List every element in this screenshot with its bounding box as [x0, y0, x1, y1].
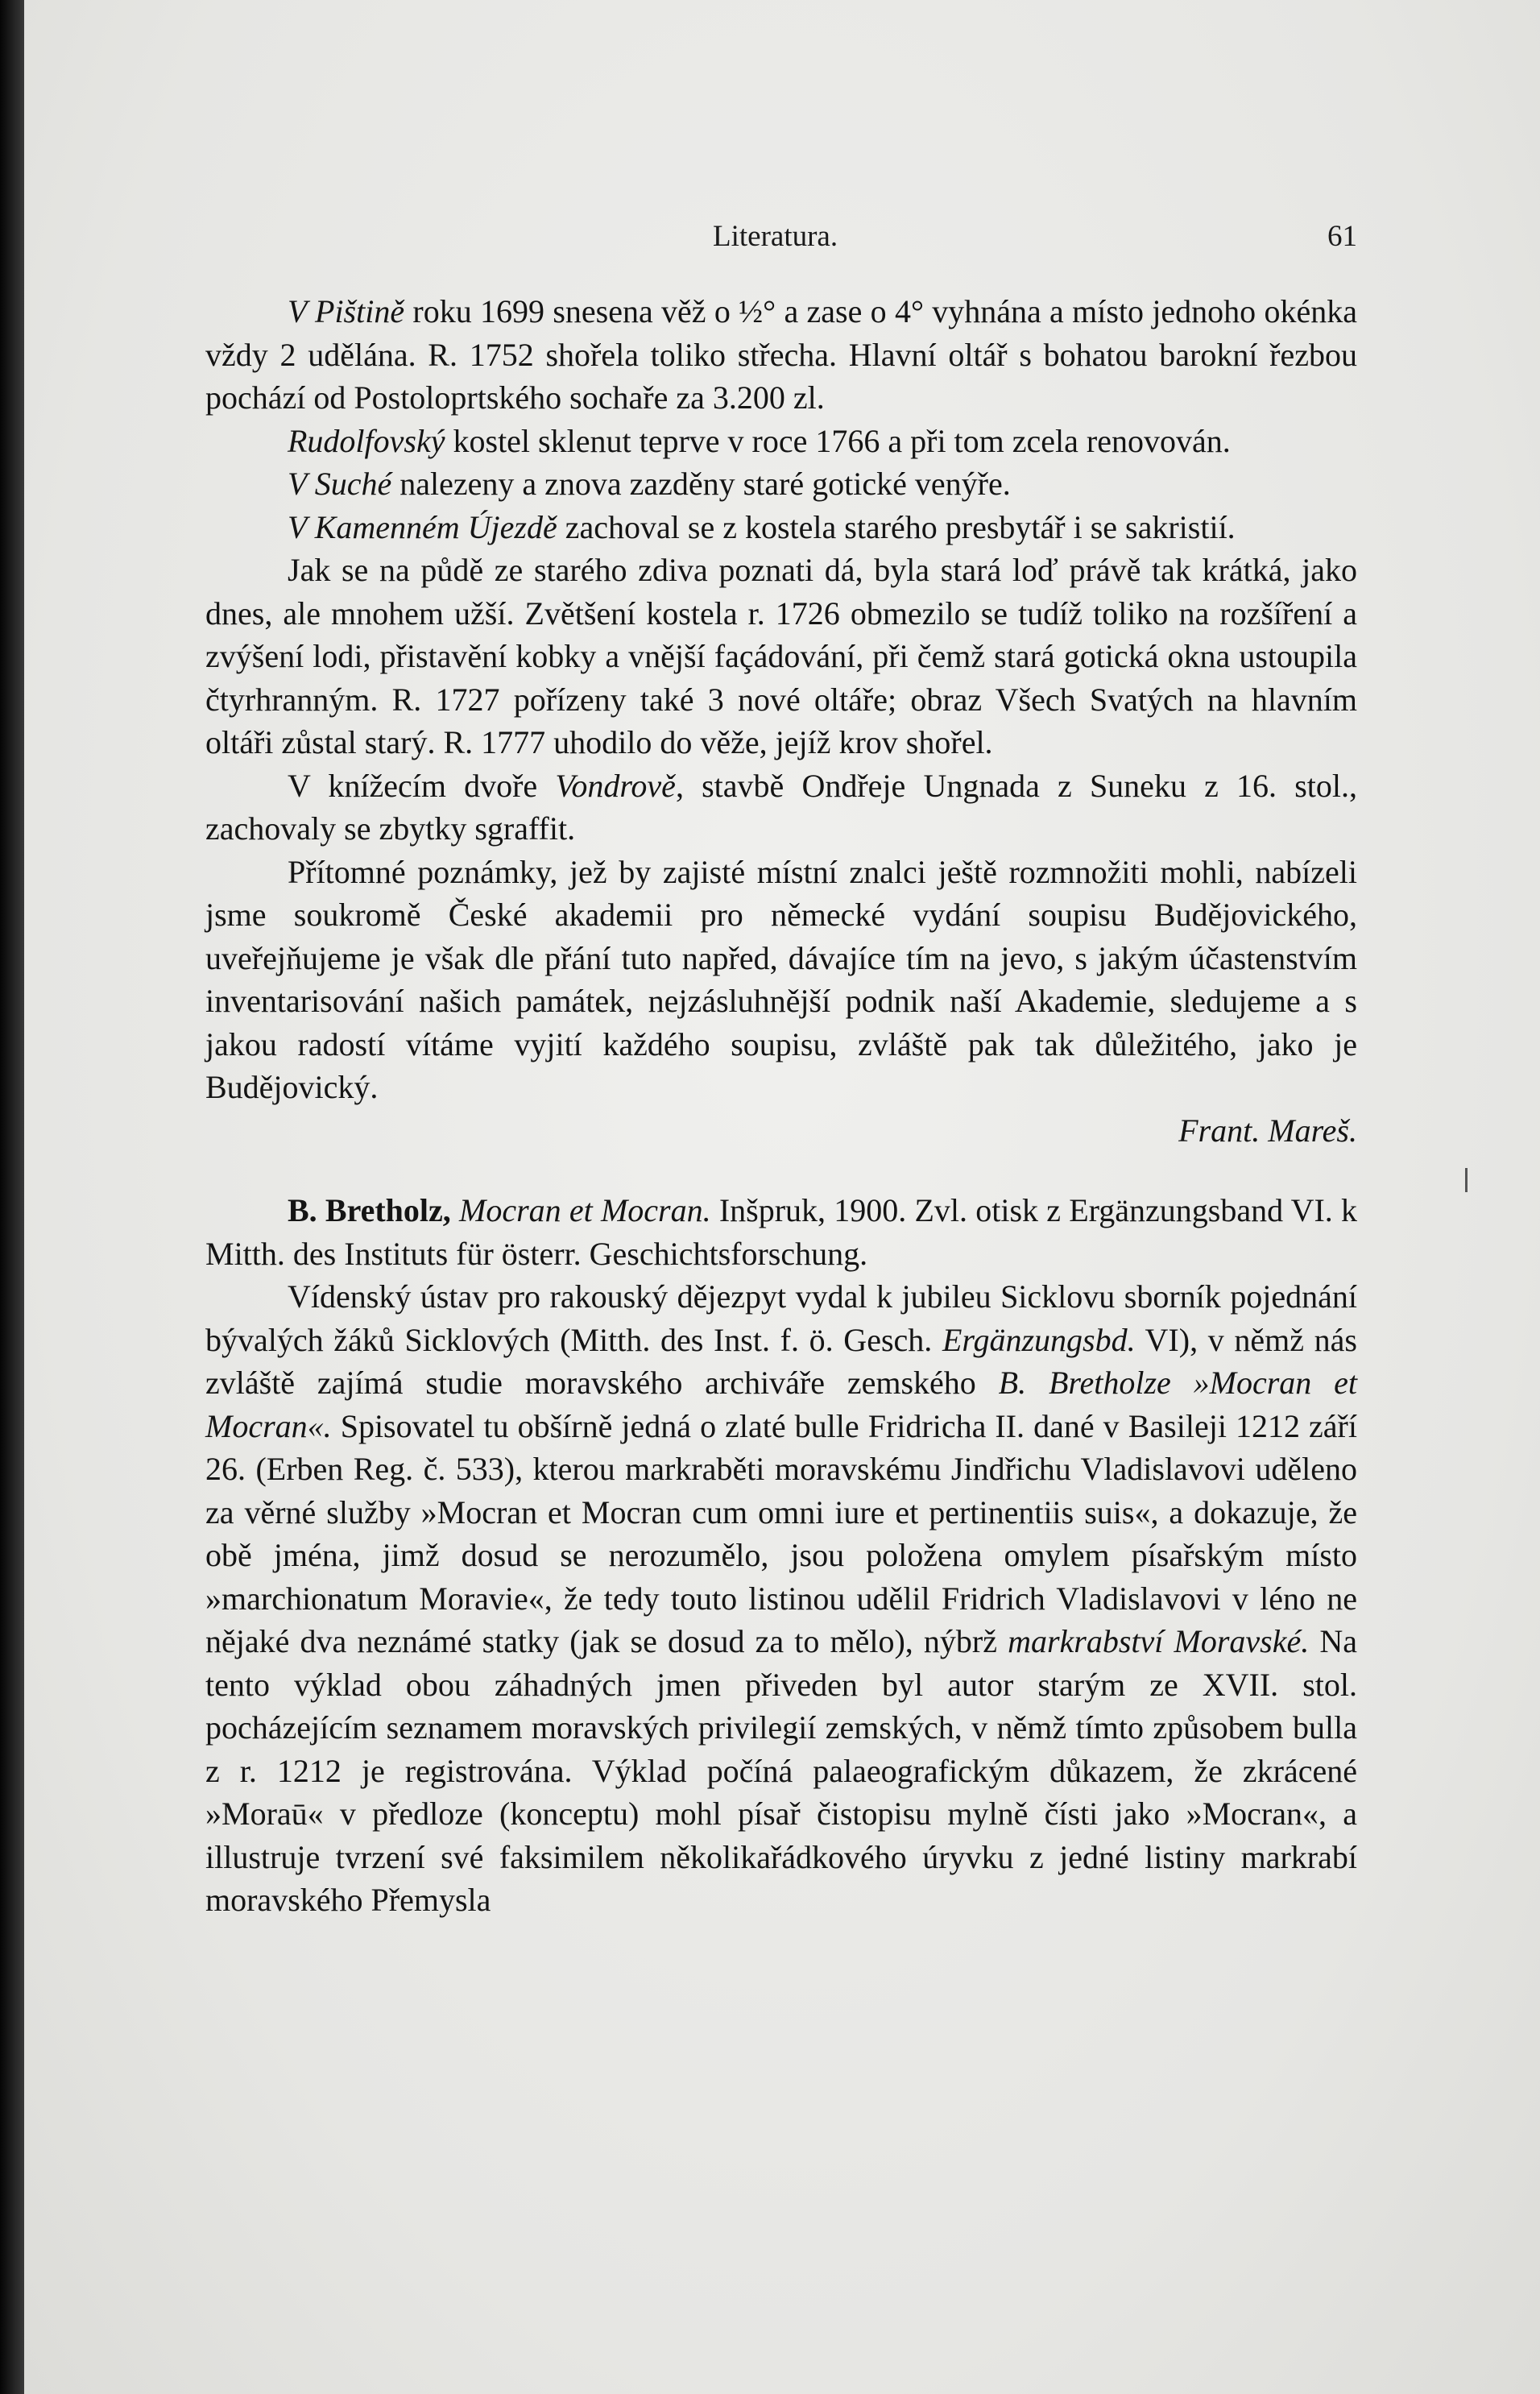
italic-span: Ergänzungsbd.	[942, 1321, 1136, 1358]
text-span: zachoval se z kostela starého presbytář i se sakristií.	[557, 508, 1236, 545]
italic-span: V Kamenném Újezdě	[288, 508, 557, 545]
book-page	[24, 0, 1540, 2394]
body-text	[205, 290, 1357, 1922]
text-span: nalezeny a znova zazděny staré gotické venýře.	[391, 466, 1011, 502]
paragraph-q1	[205, 1275, 1357, 1922]
running-title: Literatura.	[713, 220, 838, 253]
margin-mark	[1465, 1168, 1476, 1192]
italic-span: Rudolfovský	[288, 422, 445, 459]
paragraph-p6	[205, 764, 1357, 851]
signature-line	[205, 1109, 1357, 1153]
scan-edge	[0, 0, 24, 2394]
signature: Frant. Mareš.	[1178, 1112, 1357, 1149]
text-span: Spisovatel tu obšírně jedná o zlaté bulle Fridricha II. dané v Basileji 1212 září 26. (Erben Reg. č. 533), kterou markraběti moravskému Jindřichu Vladislavovi uděleno za věrné služby »Mocran et Mocran cum omni iure et pertinentiis suis«, a dokazuje, že obě jména, jimž dosud se nerozumělo, jsou položena omylem písařským místo »marchionatum Moravie«, že tedy touto listinou udělil Fridrich Vladislavovi v léno ne nějaké dva neznámé statky (jak se dosud za to mělo), nýbrž	[205, 1407, 1357, 1659]
page-number: 61	[1327, 220, 1357, 253]
review-details: Inšpruk, 1900. Zvl. otisk z Ergänzungsband VI. k Mitth. des Instituts für österr. Geschichtsforschung.	[205, 1192, 1357, 1272]
paragraph-p1	[205, 290, 1357, 420]
text-span: Na tento výklad obou záhadných jmen přiveden byl autor starým ze XVII. stol. pocházejícím seznamem moravských privilegií zemských, v němž tímto způsobem bulla z r. 1212 je registrována. Výklad počíná palaeografickým důkazem, že zkrácené »Moraū« v předloze (konceptu) mohl písař čistopisu mylně čísti jako »Mocran«, a illustruje tvrzení své faksimilem několikařádkového úryvku z jedné listiny markrabí moravského Přemysla	[205, 1623, 1358, 1918]
text-span: roku 1699 snesena věž o ½° a zase o 4° vyhnána a místo jednoho okénka vždy 2 udělána. R. 1752 shořela toliko střecha. Hlavní oltář s bohatou barokní řezbou pochází od Postoloprtského sochaře za 3.200 zl.	[205, 293, 1357, 416]
text-span: VI), v němž nás zvláště zajímá studie moravského archiváře zemského	[205, 1321, 1358, 1401]
italic-span: V Pištině	[288, 293, 405, 329]
paragraph-p5	[205, 549, 1357, 764]
italic-span: Vondrově	[555, 767, 676, 804]
italic-span: B. Bretholze »Mocran et Mocran«.	[205, 1365, 1358, 1444]
review-title: Mocran et Mocran.	[459, 1192, 711, 1228]
review-author: B. Bretholz,	[288, 1192, 451, 1228]
text-span: Jak se na půdě ze starého zdiva poznati dá, byla stará loď právě tak krátká, jako dnes, ale mnohem užší. Zvětšení kostela r. 1726 obmezilo se tudíž toliko na rozšíření a zvýšení lodi, přistavění kobky a vnější façádování, při čemž stará gotická okna ustoupila čtyrhranným. R. 1727 pořízeny také 3 nové oltáře; obraz Všech Svatých na hlavním oltáři zůstal starý. R. 1777 uhodilo do věže, jejíž krov shořel.	[205, 552, 1357, 760]
text-span: Přítomné poznámky, jež by zajisté místní znalci ještě rozmnožiti mohli, nabízeli jsme soukromě České akademii pro německé vydání soupisu Budějovického, uveřejňujeme je však dle přání tuto napřed, dávajíce tím na jevo, s jakým účastenstvím inventarisování našich památek, nejzásluhnější podnik naší Akademie, sledujeme a s jakou radostí vítáme vyjití každého soupisu, zvláště pak tak důležitého, jako je Budějovický.	[205, 853, 1357, 1105]
paragraph-p4	[205, 506, 1357, 549]
review-body	[205, 1275, 1357, 1922]
text-span: Vídenský ústav pro rakouský dějezpyt vydal k jubileu Sicklovu sborník pojednání bývalých žáků Sicklových (Mitth. des Inst. f. ö. Gesch.	[205, 1278, 1357, 1358]
paragraph-p3	[205, 462, 1357, 506]
italic-span: V Suché	[288, 466, 392, 502]
review-heading	[205, 1189, 1357, 1275]
text-span: V knížecím dvoře	[288, 767, 556, 804]
text-span: , stavbě Ondřeje Ungnada z Suneku z 16. stol., zachovaly se zbytky sgraffit.	[205, 767, 1357, 847]
italic-span: markrabství Moravské.	[1008, 1623, 1310, 1659]
notes-section	[205, 290, 1357, 1109]
paragraph-p7	[205, 851, 1357, 1109]
text-span: kostel sklenut teprve v roce 1766 a při tom zcela renovován.	[445, 422, 1231, 459]
paragraph-p2	[205, 420, 1357, 463]
running-header	[205, 219, 1357, 267]
